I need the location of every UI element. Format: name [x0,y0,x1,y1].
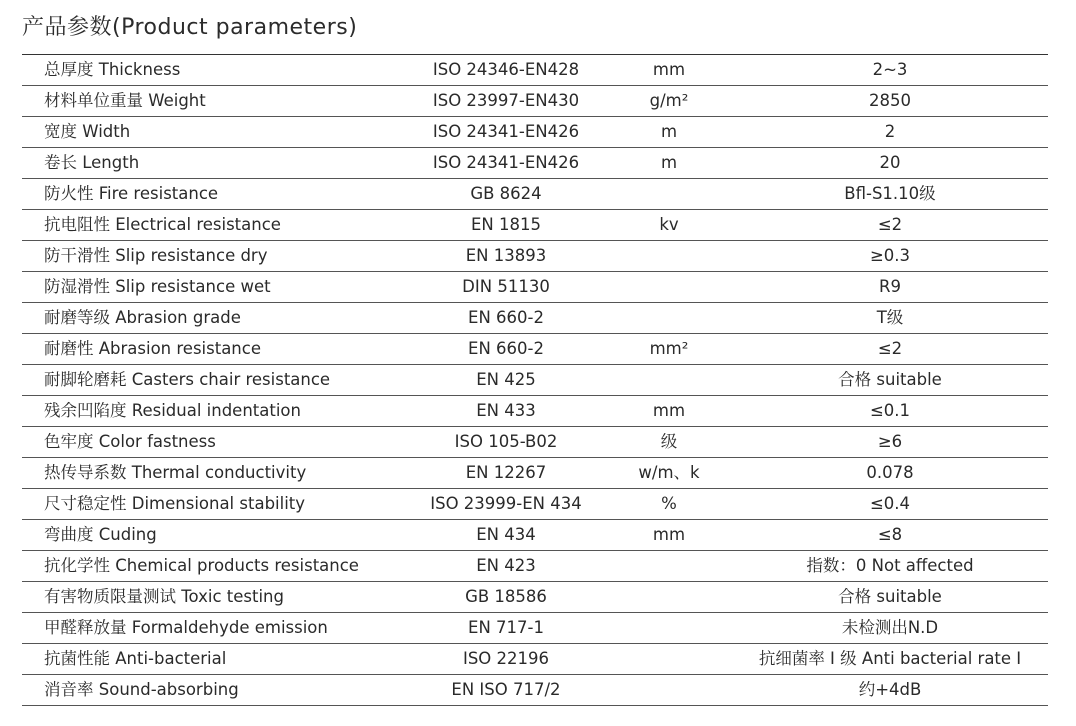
table-row [22,613,1048,644]
parameter-value: 指数：0 Not affected [806,556,974,575]
unit [619,582,719,612]
unit: mm [652,60,686,79]
unit [619,365,719,395]
parameter-value: R9 [879,277,901,296]
parameter-name: 防湿滑性 Slip resistance wet [44,277,271,296]
parameter-name: 弯曲度 Cuding [44,525,157,544]
table-row [22,644,1048,675]
test-standard: ISO 105-B02 [454,432,558,451]
table-row [22,179,1048,210]
parameter-value: 抗细菌率 I 级 Anti bacterial rate I [758,649,1022,668]
test-standard: EN 660-2 [468,339,544,358]
table-row [22,117,1048,148]
unit: % [661,494,677,513]
unit [619,551,719,581]
parameter-name: 有害物质限量测试 Toxic testing [44,587,284,606]
unit [619,179,719,209]
test-standard: ISO 23997-EN430 [432,91,580,110]
test-standard: ISO 24346-EN428 [432,60,580,79]
parameter-name: 甲醛释放量 Formaldehyde emission [44,618,328,637]
table-row [22,582,1048,613]
parameter-value: 未检测出N.D [841,618,939,637]
table-row [22,55,1048,86]
parameter-value: ≤8 [877,525,903,544]
parameter-name: 耐磨性 Abrasion resistance [44,339,261,358]
unit [619,303,719,333]
table-row [22,675,1048,706]
unit: mm² [649,339,689,358]
test-standard: EN 660-2 [468,308,544,327]
parameter-value: 合格 suitable [838,587,942,606]
parameter-name: 耐磨等级 Abrasion grade [44,308,241,327]
table-row [22,365,1048,396]
parameter-name: 抗化学性 Chemical products resistance [44,556,359,575]
parameter-value: 0.078 [866,463,914,482]
table-row [22,241,1048,272]
parameter-value: 合格 suitable [838,370,942,389]
unit: mm [652,401,686,420]
test-standard: EN 425 [476,370,536,389]
parameter-value: 约+4dB [858,680,922,699]
parameter-value: ≤2 [877,339,903,358]
test-standard: EN 423 [476,556,536,575]
test-standard: ISO 22196 [462,649,550,668]
parameter-name: 抗菌性能 Anti-bacterial [44,649,227,668]
parameter-name: 宽度 Width [44,122,131,141]
parameter-value: T级 [876,308,904,327]
table-row [22,303,1048,334]
parameter-name: 热传导系数 Thermal conductivity [44,463,307,482]
test-standard: EN 717-1 [468,618,544,637]
unit: m [660,153,678,172]
unit: kv [659,215,679,234]
parameter-name: 耐脚轮磨耗 Casters chair resistance [44,370,331,389]
unit: g/m² [649,91,689,110]
table-row [22,427,1048,458]
table-row [22,489,1048,520]
unit: w/m、k [638,463,700,482]
table-row [22,210,1048,241]
parameter-name: 抗电阻性 Electrical resistance [44,215,281,234]
parameter-name: 防火性 Fire resistance [44,184,219,203]
test-standard: EN 12267 [465,463,547,482]
test-standard: ISO 23999-EN 434 [430,494,582,513]
parameter-value: ≤0.4 [869,494,911,513]
parameter-name: 色牢度 Color fastness [44,432,216,451]
table-row [22,334,1048,365]
unit: m [660,122,678,141]
unit: mm [652,525,686,544]
page-title: 产品参数(Product parameters) [22,15,358,40]
table-row [22,520,1048,551]
test-standard: DIN 51130 [462,277,550,296]
unit [619,272,719,302]
test-standard: ISO 24341-EN426 [432,122,580,141]
parameter-value: ≥6 [877,432,903,451]
parameter-name: 材料单位重量 Weight [44,91,206,110]
parameter-name: 总厚度 Thickness [44,60,181,79]
parameter-value: Bfl-S1.10级 [844,184,936,203]
parameter-value: 2~3 [872,60,908,79]
test-standard: EN 1815 [470,215,541,234]
table-row [22,396,1048,427]
test-standard: GB 8624 [470,184,542,203]
parameter-value: 2850 [869,91,911,110]
unit [619,613,719,643]
parameter-value: ≤0.1 [869,401,911,420]
parameter-name: 残余凹陷度 Residual indentation [44,401,301,420]
test-standard: EN 13893 [465,246,547,265]
table-row [22,86,1048,117]
test-standard: EN 433 [476,401,536,420]
test-standard: EN 434 [476,525,536,544]
unit: 级 [660,432,678,451]
unit [619,675,719,705]
parameter-name: 防干滑性 Slip resistance dry [44,246,268,265]
table-row [22,148,1048,179]
unit [619,644,719,674]
table-row [22,272,1048,303]
parameter-name: 消音率 Sound-absorbing [44,680,239,699]
parameter-value: 20 [879,153,901,172]
parameter-value: ≤2 [877,215,903,234]
parameter-name: 尺寸稳定性 Dimensional stability [44,494,306,513]
parameter-value: ≥0.3 [869,246,911,265]
table-row [22,551,1048,582]
parameter-table [22,54,1048,706]
table-row [22,458,1048,489]
parameter-name: 卷长 Length [44,153,140,172]
unit [619,241,719,271]
test-standard: ISO 24341-EN426 [432,153,580,172]
parameter-value: 2 [884,122,896,141]
test-standard: EN ISO 717/2 [451,680,561,699]
test-standard: GB 18586 [465,587,547,606]
